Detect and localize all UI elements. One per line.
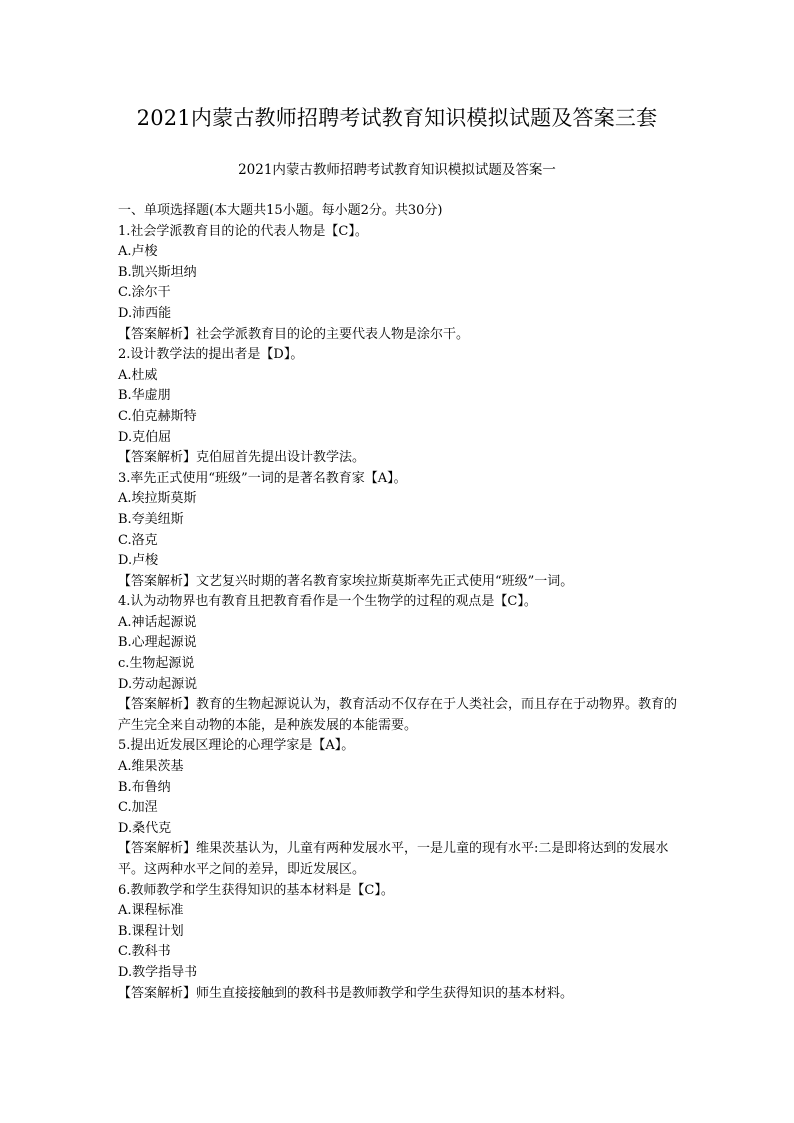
option-b: B.华虚朋: [118, 388, 171, 404]
question-stem: 3.率先正式使用“班级”一词的是著名教育家【A】。: [118, 470, 407, 486]
option-d: D.卢梭: [118, 553, 159, 569]
answer-analysis: 【答案解析】师生直接接触到的教科书是教师教学和学生获得知识的基本材料。: [118, 985, 574, 1001]
exam-content: [118, 201, 688, 1004]
option-a: A.课程标准: [118, 903, 184, 919]
answer-analysis: 【答案解析】维果茨基认为，儿童有两种发展水平，一是儿童的现有水平:二是即将达到的发展水平。这两种水平之间的差异，即近发展区。: [118, 841, 669, 877]
option-d: D.劳动起源说: [118, 676, 198, 692]
option-a: A.埃拉斯莫斯: [118, 491, 197, 507]
option-b: B.凯兴斯坦纳: [118, 264, 197, 280]
option-d: D.桑代克: [118, 820, 172, 836]
question-block: [118, 345, 688, 469]
option-b: B.课程计划: [118, 923, 184, 939]
option-c: C.涂尔干: [118, 285, 171, 301]
option-a: A.神话起源说: [118, 614, 197, 630]
question-block: [118, 469, 688, 593]
option-c: c.生物起源说: [118, 656, 195, 672]
document-title: 2021内蒙古教师招聘考试教育知识模拟试题及答案三套: [136, 106, 658, 130]
section-heading: 一、单项选择题(本大题共15小题。每小题2分。共30分): [118, 203, 443, 218]
option-c: C.洛克: [118, 532, 158, 548]
question-block: [118, 592, 688, 736]
option-d: D.教学指导书: [118, 964, 198, 980]
question-block: [118, 736, 688, 880]
answer-analysis: 【答案解析】克伯屈首先提出设计教学法。: [118, 450, 366, 466]
option-b: B.夸美纽斯: [118, 511, 184, 527]
option-b: B.布鲁纳: [118, 779, 171, 795]
option-b: B.心理起源说: [118, 635, 197, 651]
question-stem: 1.社会学派教育目的论的代表人物是【C】。: [118, 223, 368, 239]
question-stem: 6.教师教学和学生获得知识的基本材料是【C】。: [118, 882, 394, 898]
question-stem: 5.提出近发展区理论的心理学家是【A】。: [118, 738, 355, 754]
question-block: [118, 222, 688, 346]
question-stem: 2.设计教学法的提出者是【D】。: [118, 347, 304, 363]
option-c: C.加涅: [118, 800, 158, 816]
question-block: [118, 881, 688, 1005]
option-a: A.杜威: [118, 367, 158, 383]
question-stem: 4.认为动物界也有教育且把教育看作是一个生物学的过程的观点是【C】。: [118, 594, 537, 610]
answer-analysis: 【答案解析】社会学派教育目的论的主要代表人物是涂尔干。: [118, 326, 470, 342]
option-d: D.克伯屈: [118, 429, 172, 445]
document-subtitle: 2021内蒙古教师招聘考试教育知识模拟试题及答案一: [238, 162, 556, 178]
answer-analysis: 【答案解析】教育的生物起源说认为，教育活动不仅存在于人类社会，而且存在于动物界。教育的产生完全来自动物的本能，是种族发展的本能需要。: [118, 697, 678, 733]
option-a: A.维果茨基: [118, 759, 184, 775]
option-a: A.卢梭: [118, 244, 158, 260]
option-d: D.沛西能: [118, 305, 172, 321]
option-c: C.教科书: [118, 944, 171, 960]
option-c: C.伯克赫斯特: [118, 408, 197, 424]
answer-analysis: 【答案解析】文艺复兴时期的著名教育家埃拉斯莫斯率先正式使用“班级”一词。: [118, 573, 574, 589]
